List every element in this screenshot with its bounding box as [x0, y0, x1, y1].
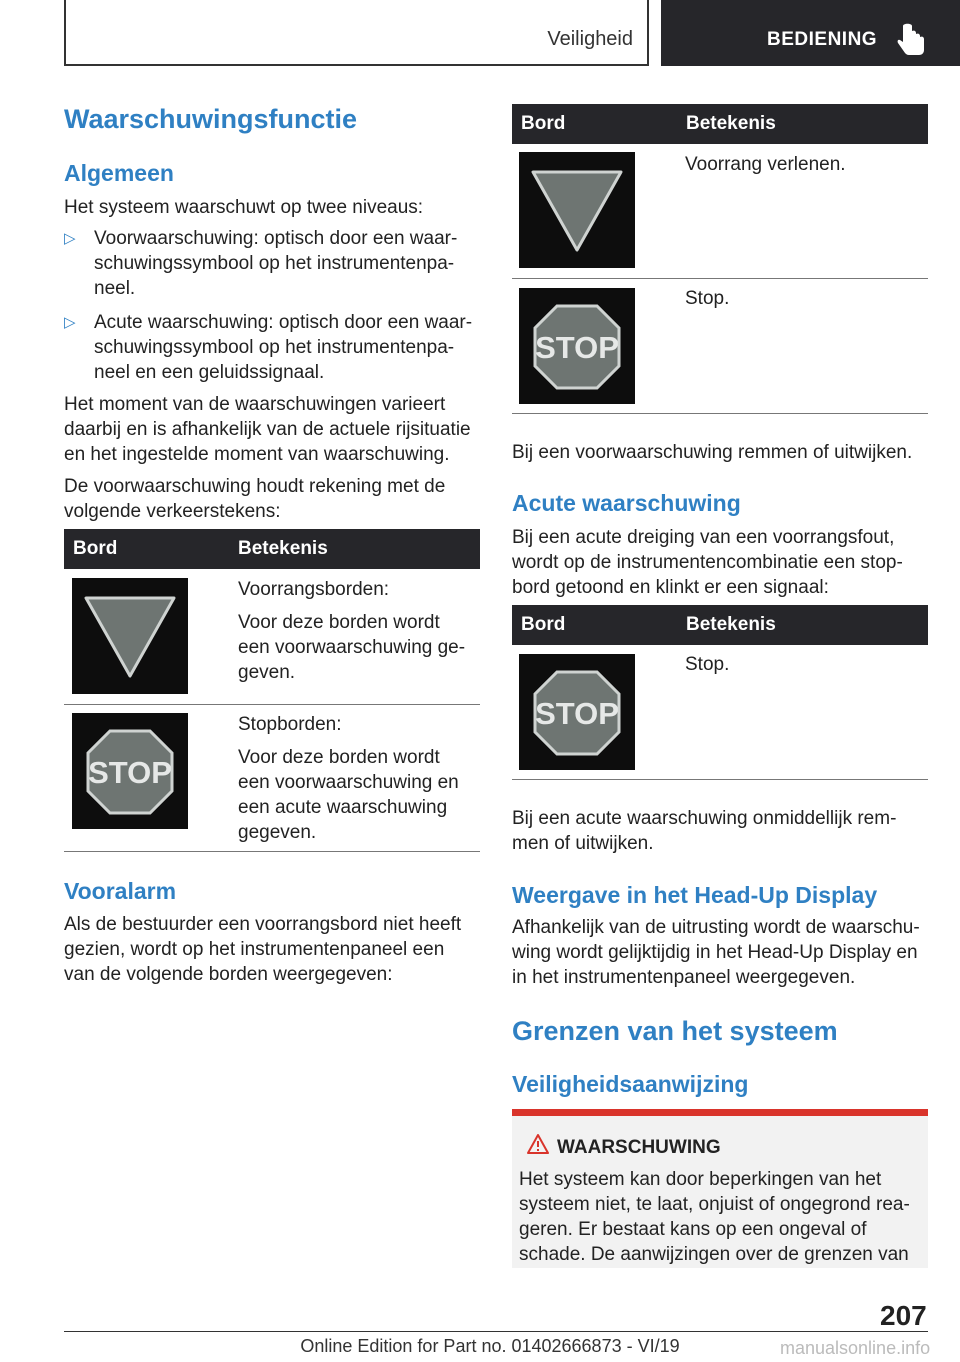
paragraph-line: Bij een acute waarschuwing onmiddellijk rem- — [512, 808, 897, 829]
paragraph-line: Als de bestuurder een voorrangsbord niet heeft — [64, 914, 462, 935]
table-header — [512, 104, 928, 144]
cell-line: een voorwaarschuwing en — [238, 772, 459, 793]
svg-text:STOP: STOP — [88, 755, 172, 790]
paragraph-line: Bij een acute dreiging van een voorrangsfout, — [512, 527, 895, 548]
paragraph-line: Afhankelijk van de uitrusting wordt de waarschu- — [512, 917, 920, 938]
acute-heading: Acute waarschuwing — [512, 490, 741, 516]
stop-sign-icon — [72, 713, 188, 829]
paragraph-line: in het instrumentenpaneel weergegeven. — [512, 967, 856, 988]
chapter-title: BEDIENING — [767, 29, 878, 50]
footer-edition: Online Edition for Part no. 01402666873 - VI/19 — [300, 1336, 680, 1356]
svg-text:STOP: STOP — [535, 696, 619, 731]
warning-triangle-icon — [526, 1133, 550, 1155]
paragraph-line: en het ingestelde moment van waarschuwing. — [64, 444, 450, 465]
warning-text — [519, 1167, 919, 1267]
paragraph: Bij een voorwaarschuwing remmen of uitwijken. — [512, 442, 913, 463]
section-title: Veiligheid — [547, 28, 633, 50]
svg-text:STOP: STOP — [535, 330, 619, 365]
paragraph-line: wordt op de instrumentencombinatie een stop- — [512, 552, 903, 573]
table-row-divider — [512, 413, 928, 414]
table-row-divider — [512, 278, 928, 279]
paragraph-line: daarbij en is afhankelijk van de actuele rijsituatie — [64, 419, 471, 440]
table-header — [64, 529, 480, 569]
header-section-box — [64, 0, 649, 66]
paragraph-line: Het moment van de waarschuwingen varieert — [64, 394, 446, 415]
table-header — [512, 605, 928, 645]
column-header-sign: Bord — [73, 538, 118, 559]
hud-heading: Weergave in het Head-Up Display — [512, 882, 878, 908]
paragraph — [512, 525, 928, 600]
bullet-line: Voorwaarschuwing: optisch door een waar- — [94, 228, 458, 249]
paragraph-line: van de volgende borden weergegeven: — [64, 964, 393, 985]
cell-line: geven. — [238, 662, 296, 683]
table-cell-meaning: Voorrang verlenen. — [685, 154, 846, 175]
table-cell-meaning: Stop. — [685, 654, 730, 675]
warning-line: geren. Er bestaat kans op een ongeval of — [519, 1219, 867, 1240]
cell-line: gegeven. — [238, 822, 317, 843]
cell-line: een voorwaarschuwing ge- — [238, 637, 466, 658]
paragraph — [512, 806, 928, 856]
intro-text: Het systeem waarschuwt op twee niveaus: — [64, 197, 424, 218]
paragraph-line: gezien, wordt op het instrumentenpaneel een — [64, 939, 445, 960]
paragraph — [64, 912, 480, 987]
stop-sign-icon — [519, 288, 635, 404]
paragraph-line: men of uitwijken. — [512, 833, 654, 854]
cell-line: een acute waarschuwing — [238, 797, 448, 818]
table-row-divider — [64, 704, 480, 705]
bullet-line: schuwingssymbool op het instrumentenpa- — [94, 253, 455, 274]
table-cell-meaning — [238, 712, 478, 845]
bullet-line: neel en een geluidssignaal. — [94, 362, 325, 383]
list-item — [64, 226, 480, 304]
warning-line: schade. De aanwijzingen over de grenzen van — [519, 1244, 909, 1265]
chapter-tab — [661, 0, 960, 66]
table-row-divider — [512, 779, 928, 780]
stop-sign-icon — [519, 654, 635, 770]
prealarm-heading: Vooralarm — [64, 878, 177, 904]
warning-bar — [512, 1109, 928, 1116]
triangle-bullet-icon: ▷ — [64, 230, 76, 247]
column-header-meaning: Betekenis — [238, 538, 328, 559]
page-title: Waarschuwingsfunctie — [64, 104, 358, 134]
paragraph — [512, 915, 928, 990]
column-header-meaning: Betekenis — [686, 614, 776, 635]
column-header-sign: Bord — [521, 113, 566, 134]
paragraph-line: volgende verkeerstekens: — [64, 501, 281, 522]
general-heading: Algemeen — [64, 160, 174, 186]
bullet-line: Acute waarschuwing: optisch door een waar- — [94, 312, 473, 333]
cell-line: Stopborden: — [238, 714, 342, 735]
cell-line: Voorrangsborden: — [238, 579, 390, 600]
safety-heading: Veiligheidsaanwijzing — [512, 1071, 749, 1097]
triangle-bullet-icon: ▷ — [64, 314, 76, 331]
page-number: 207 — [880, 1300, 927, 1331]
warning-title: WAARSCHUWING — [557, 1137, 721, 1158]
warning-line: Het systeem kan door beperkingen van het — [519, 1169, 882, 1190]
paragraph — [64, 392, 480, 467]
table-cell-meaning: Stop. — [685, 288, 730, 309]
warning-box — [512, 1116, 928, 1268]
paragraph-line: bord getoond en klinkt er een signaal: — [512, 577, 829, 598]
column-header-meaning: Betekenis — [686, 113, 776, 134]
cell-line: Voor deze borden wordt — [238, 747, 440, 768]
bullet-line: schuwingssymbool op het instrumentenpa- — [94, 337, 455, 358]
yield-sign-icon — [72, 578, 188, 694]
paragraph-line: wing wordt gelijktijdig in het Head-Up Display en — [512, 942, 918, 963]
warning-line: systeem niet, te laat, onjuist of ongegrond rea- — [519, 1194, 910, 1215]
paragraph-line: De voorwaarschuwing houdt rekening met de — [64, 476, 446, 497]
table-row-divider — [64, 851, 480, 852]
table-cell-meaning — [238, 577, 478, 685]
bullet-line: neel. — [94, 278, 136, 299]
yield-sign-icon — [519, 152, 635, 268]
footer-divider — [64, 1331, 928, 1332]
paragraph — [64, 474, 480, 524]
cell-line: Voor deze borden wordt — [238, 612, 440, 633]
list-item — [64, 310, 480, 388]
column-header-sign: Bord — [521, 614, 566, 635]
limits-heading: Grenzen van het systeem — [512, 1016, 838, 1046]
hand-pointer-icon — [897, 22, 925, 56]
watermark: manualsonline.info — [780, 1338, 931, 1358]
